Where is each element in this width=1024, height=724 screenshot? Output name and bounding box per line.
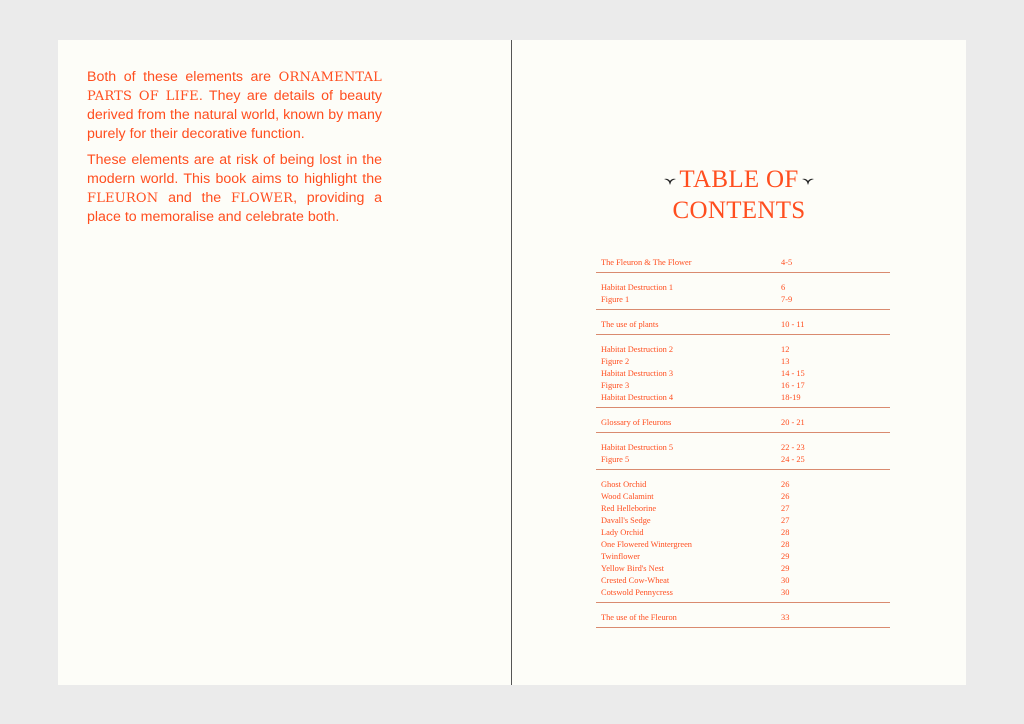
toc-entry-name: Lady Orchid xyxy=(601,528,644,537)
toc-entry[interactable] xyxy=(596,575,890,587)
toc-entry[interactable] xyxy=(596,417,890,429)
toc-entry-pages: 30 xyxy=(781,588,790,597)
toc-entry[interactable] xyxy=(596,612,890,624)
left-page xyxy=(58,40,511,685)
toc-entry-name: Figure 2 xyxy=(601,357,630,366)
toc-group xyxy=(596,442,890,470)
toc-entry[interactable] xyxy=(596,257,890,269)
toc-entry[interactable] xyxy=(596,563,890,575)
toc-entry[interactable] xyxy=(596,392,890,404)
toc-entry[interactable] xyxy=(596,442,890,454)
toc-entry[interactable] xyxy=(596,356,890,368)
toc-entry[interactable] xyxy=(596,282,890,294)
toc-entry-name: Red Helleborine xyxy=(601,504,657,513)
toc-group xyxy=(596,479,890,603)
toc-entry-pages: 14 - 15 xyxy=(781,369,805,378)
toc-title-text: TABLE OF xyxy=(679,166,799,193)
intro-text xyxy=(87,68,382,234)
toc-entry-pages: 18-19 xyxy=(781,393,801,402)
highlight-flower: FLOWER xyxy=(230,191,294,206)
toc-entry-pages: 26 xyxy=(781,492,790,501)
toc-group xyxy=(596,417,890,433)
intro-paragraph-2 xyxy=(87,151,382,227)
toc-entry[interactable] xyxy=(596,454,890,466)
toc-entry-name: Ghost Orchid xyxy=(601,480,647,489)
toc-entry-pages: 20 - 21 xyxy=(781,418,805,427)
toc-entry[interactable] xyxy=(596,587,890,599)
text-span: Both of these elements are xyxy=(87,69,279,85)
toc-entry-name: Glossary of Fleurons xyxy=(601,418,672,427)
right-page xyxy=(512,40,966,685)
toc-entry-pages: 13 xyxy=(781,357,790,366)
toc-entry-pages: 28 xyxy=(781,540,790,549)
toc-group xyxy=(596,344,890,408)
toc-entry[interactable] xyxy=(596,368,890,380)
toc-entry-name: Habitat Destruction 1 xyxy=(601,283,674,292)
toc-entry-name: Twinflower xyxy=(601,552,640,561)
toc-group xyxy=(596,612,890,628)
toc-entry[interactable] xyxy=(596,479,890,491)
intro-paragraph-1 xyxy=(87,68,382,144)
toc-entry-name: Figure 1 xyxy=(601,295,630,304)
toc-entry-pages: 6 xyxy=(781,283,786,292)
text-span: . They are details of beauty derived from the natural world, known by many purely for their decorative function. xyxy=(87,88,382,142)
toc-entry-name: Figure 5 xyxy=(601,455,630,464)
toc-entry-name: Habitat Destruction 4 xyxy=(601,393,674,402)
toc-entry-pages: 7-9 xyxy=(781,295,793,304)
toc-entry-pages: 24 - 25 xyxy=(781,455,805,464)
swallow-fleuron-left-icon xyxy=(663,176,677,186)
toc-entry-pages: 27 xyxy=(781,504,790,513)
toc-title-line-2: CONTENTS xyxy=(672,197,806,224)
text-span: , providing a place to memoralise and celebrate both. xyxy=(87,190,382,225)
toc-title xyxy=(512,164,966,226)
toc-entry-pages: 22 - 23 xyxy=(781,443,805,452)
toc-entry-pages: 26 xyxy=(781,480,790,489)
toc-entry[interactable] xyxy=(596,539,890,551)
toc-entry[interactable] xyxy=(596,491,890,503)
toc-entry-name: Crested Cow-Wheat xyxy=(601,576,670,585)
toc-entry-name: Habitat Destruction 5 xyxy=(601,443,674,452)
toc-entry-pages: 29 xyxy=(781,552,790,561)
toc-entry-pages: 10 - 11 xyxy=(781,320,805,329)
toc-entry-name: The use of the Fleuron xyxy=(601,613,677,622)
toc-entry[interactable] xyxy=(596,344,890,356)
toc-entry[interactable] xyxy=(596,515,890,527)
toc-entry-name: Wood Calamint xyxy=(601,492,654,501)
toc-group xyxy=(596,257,890,273)
toc-entry-pages: 29 xyxy=(781,564,790,573)
toc-entry-pages: 4-5 xyxy=(781,258,793,267)
toc-entry[interactable] xyxy=(596,551,890,563)
toc-entry-name: One Flowered Wintergreen xyxy=(601,540,692,549)
text-span: These elements are at risk of being lost in the modern world. This book aims to highlight the xyxy=(87,152,382,187)
text-span: and the xyxy=(158,190,231,206)
toc-title-line-1 xyxy=(512,164,966,195)
toc-entry-pages: 28 xyxy=(781,528,790,537)
swallow-fleuron-right-icon xyxy=(801,176,815,186)
highlight-ornamental: ORNAMENTAL PARTS OF LIFE xyxy=(87,70,382,104)
toc-group xyxy=(596,319,890,335)
highlight-fleuron: FLEURON xyxy=(87,191,159,206)
toc-entry-name: Yellow Bird's Nest xyxy=(601,564,665,573)
table-of-contents xyxy=(596,257,890,637)
toc-entry-name: Habitat Destruction 2 xyxy=(601,345,674,354)
toc-entry[interactable] xyxy=(596,503,890,515)
book-spread xyxy=(58,40,966,685)
toc-entry-pages: 30 xyxy=(781,576,790,585)
toc-entry-name: The Fleuron & The Flower xyxy=(601,258,692,267)
toc-entry-name: Figure 3 xyxy=(601,381,630,390)
toc-entry-name: Davall's Sedge xyxy=(601,516,651,525)
toc-entry-pages: 16 - 17 xyxy=(781,381,805,390)
toc-entry-name: Cotswold Pennycress xyxy=(601,588,673,597)
toc-entry-pages: 12 xyxy=(781,345,790,354)
toc-entry[interactable] xyxy=(596,319,890,331)
toc-group xyxy=(596,282,890,310)
toc-entry[interactable] xyxy=(596,380,890,392)
toc-entry-pages: 27 xyxy=(781,516,790,525)
toc-entry-name: The use of plants xyxy=(601,320,659,329)
toc-entry[interactable] xyxy=(596,527,890,539)
toc-entry-pages: 33 xyxy=(781,613,790,622)
toc-entry-name: Habitat Destruction 3 xyxy=(601,369,674,378)
toc-entry[interactable] xyxy=(596,294,890,306)
